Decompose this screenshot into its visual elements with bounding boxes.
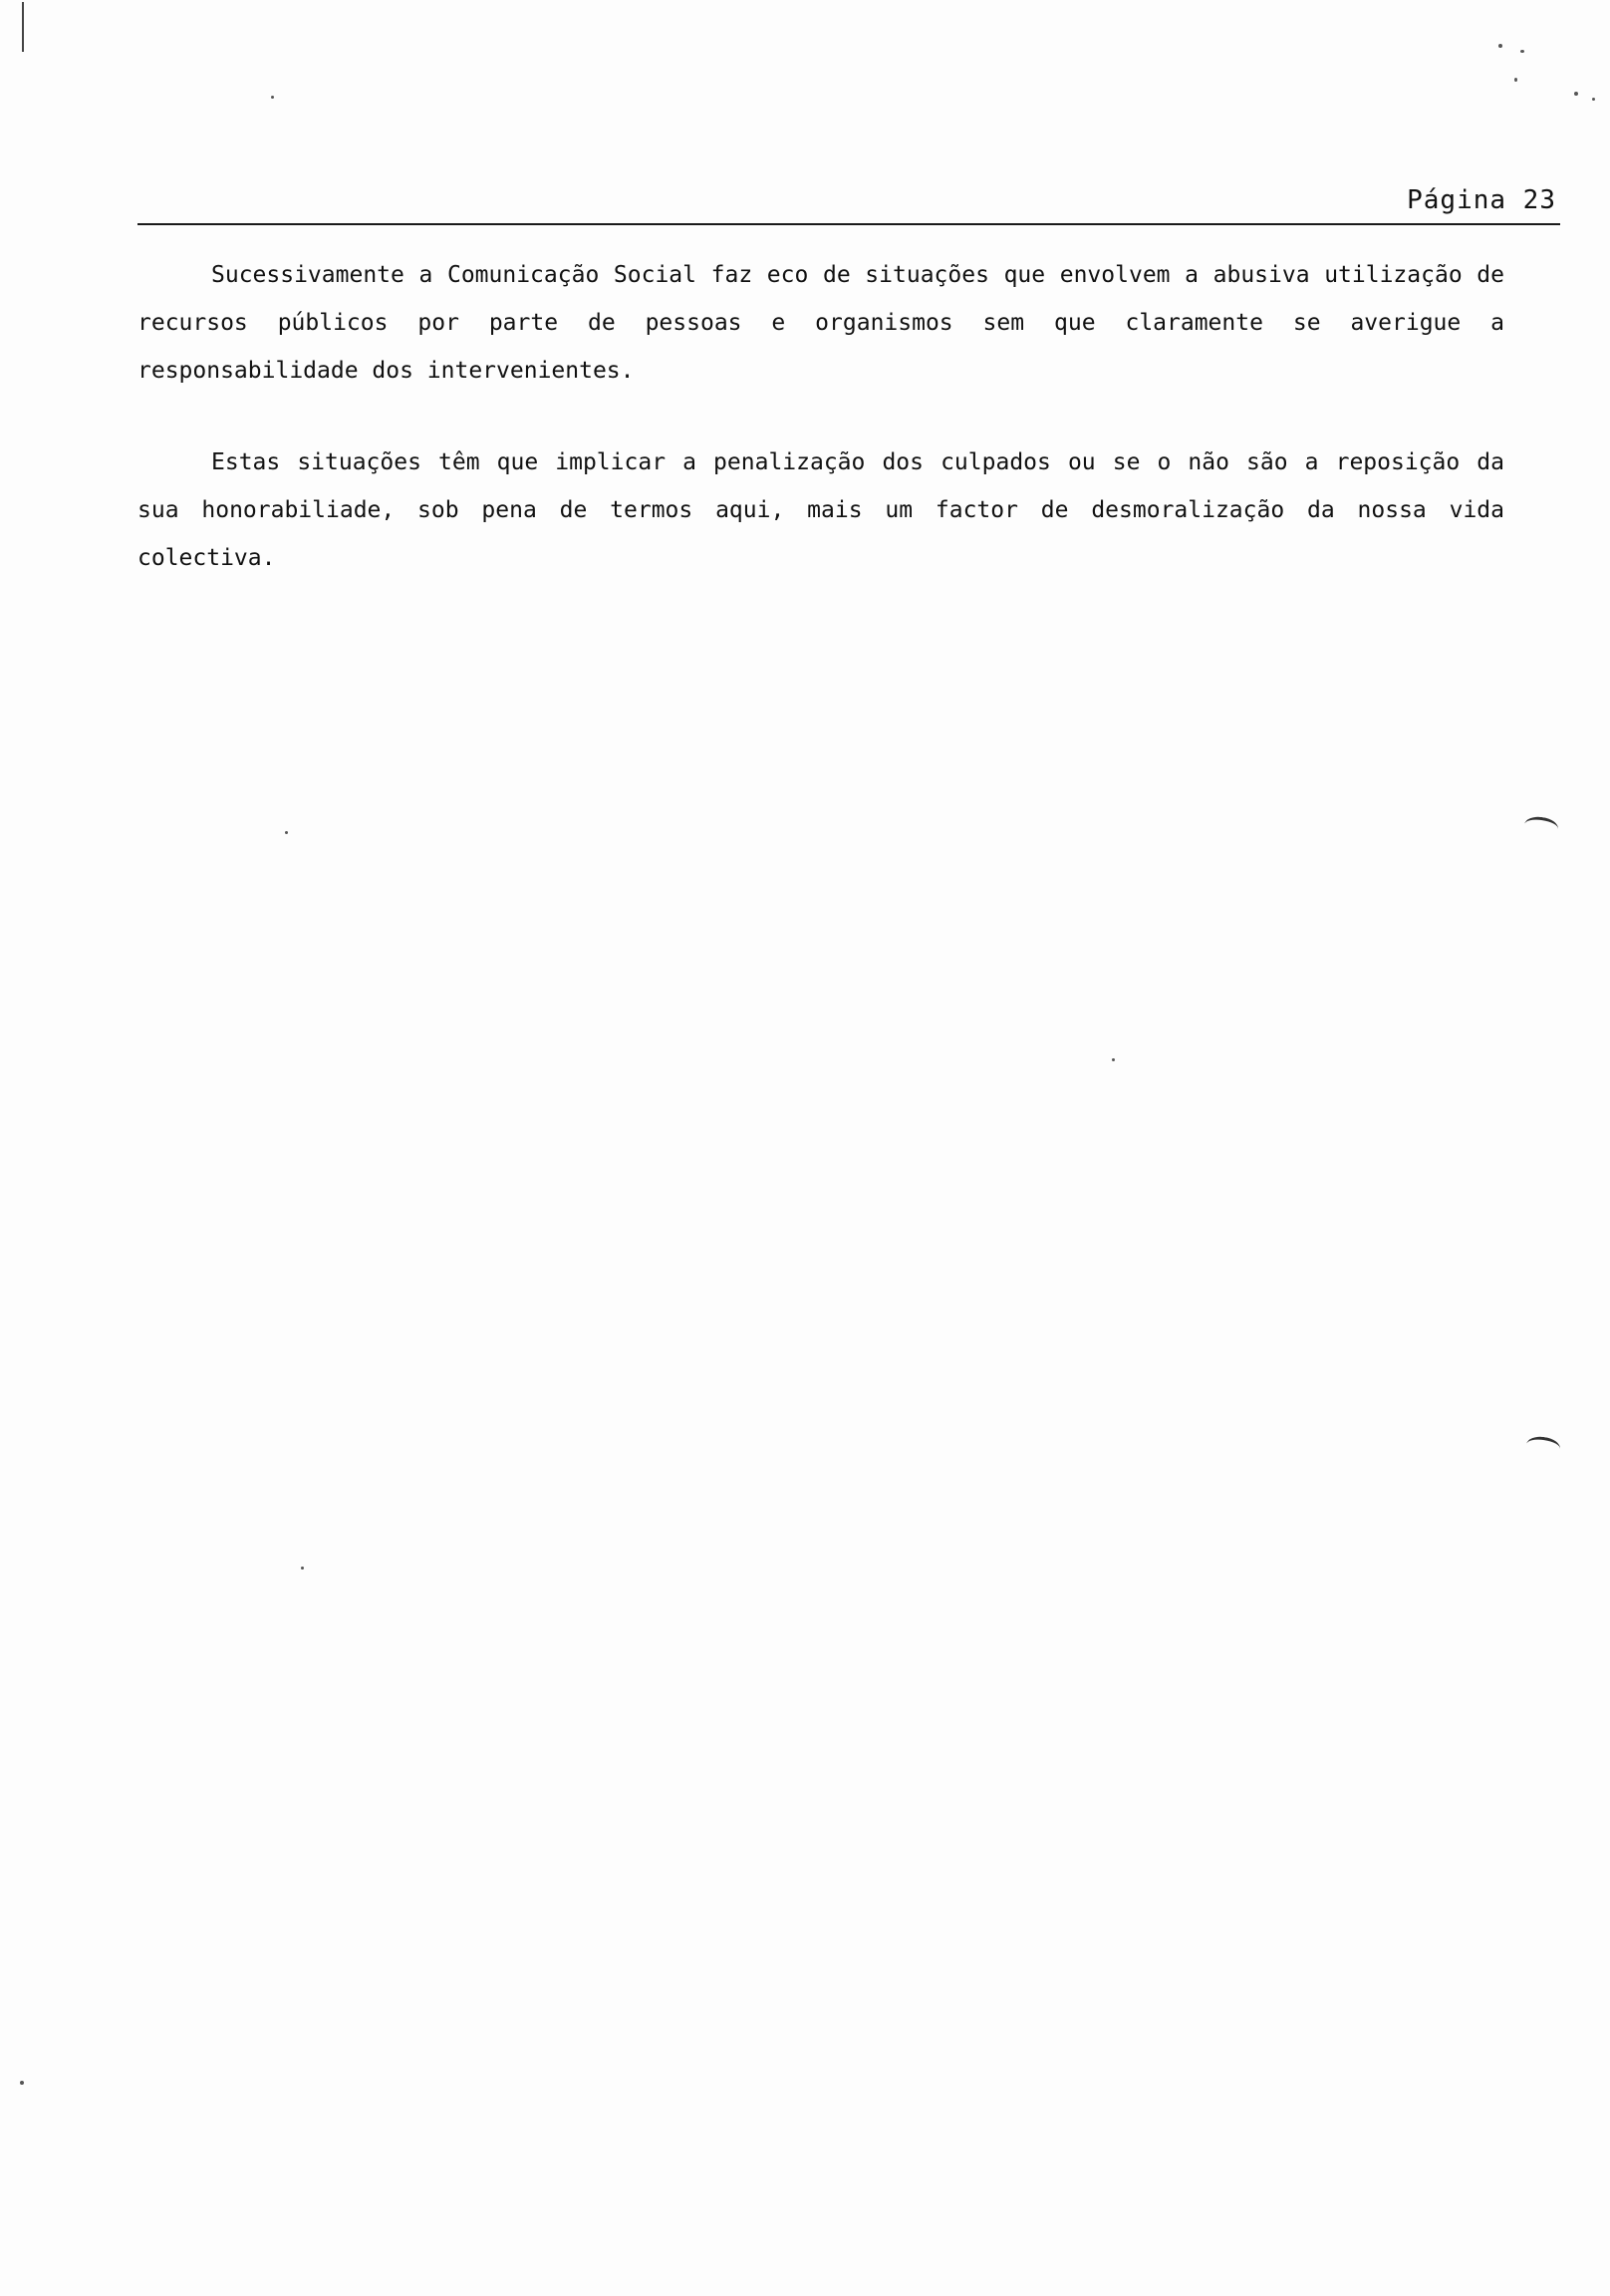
page-number: Página 23 xyxy=(1407,185,1556,215)
scan-speck xyxy=(301,1567,304,1570)
scan-speck xyxy=(1574,92,1578,96)
scan-speck xyxy=(1514,78,1517,82)
scan-speck xyxy=(1520,50,1524,53)
document-body xyxy=(137,251,1504,626)
scan-margin-mark xyxy=(22,2,27,52)
scan-speck xyxy=(1498,44,1502,48)
scan-speck xyxy=(1592,98,1595,101)
paragraph: Estas situações têm que implicar a penalização dos culpados ou se o não são a reposição da sua honorabiliade, sob pena de termos aqui, mais um factor de desmoralização da nossa vida colectiva. xyxy=(137,449,1504,571)
page-header xyxy=(137,167,1560,225)
scan-punch-mark xyxy=(1525,1435,1561,1459)
scan-speck xyxy=(20,2081,24,2085)
paragraph: Sucessivamente a Comunicação Social faz eco de situações que envolvem a abusiva utilização de recursos públicos por parte de pessoas e organismos sem que claramente se averigue a responsabilidade dos intervenientes. xyxy=(137,262,1504,384)
scan-speck xyxy=(285,831,288,834)
scan-speck xyxy=(271,96,274,99)
scan-speck xyxy=(1112,1058,1115,1061)
scan-punch-mark xyxy=(1523,815,1559,839)
